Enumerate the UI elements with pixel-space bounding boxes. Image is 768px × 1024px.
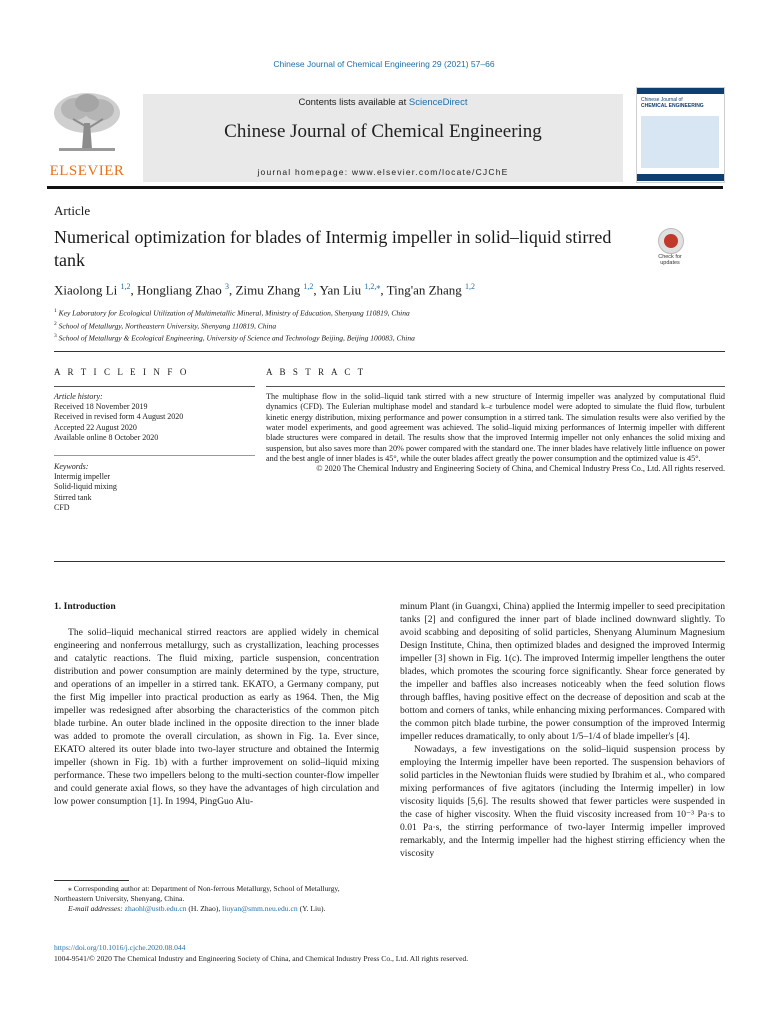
abstract-body (266, 392, 725, 475)
email-link[interactable]: liuyan@smm.neu.edu.cn (222, 904, 298, 914)
affiliation: $^3$ School of Metallurgy & Ecological Engineering, University of Science and Technology Beijing, Beijing 100083, China (54, 333, 415, 343)
article-title: Numerical optimization for blades of Intermig impeller in solid–liquid stirred tank (54, 227, 612, 270)
keyword: Intermig impeller (54, 472, 111, 482)
body-column-left (54, 600, 379, 808)
email-link[interactable]: zhaohl@ustb.edu.cn (124, 904, 187, 914)
affiliations (54, 306, 714, 344)
divider (54, 386, 255, 387)
divider (54, 455, 255, 456)
article-history: Article history: Received 18 November 2019 Received in revised form 4 August 2020 Accepted 22 August 2020 Available online 8 October 2020 (54, 392, 184, 442)
running-head[interactable]: Chinese Journal of Chemical Engineering 29 (2021) 57–66 (273, 59, 495, 69)
elsevier-wordmark: ELSEVIER (49, 163, 125, 179)
keywords: Keywords: Intermig impeller Solid-liquid mixing Stirred tank CFD (54, 462, 259, 513)
doi-link[interactable]: https://doi.org/10.1016/j.cjche.2020.08.044 (54, 943, 186, 952)
body-column-right (400, 600, 725, 860)
check-for-updates-button[interactable] (651, 228, 689, 268)
author-list: Xiaolong Li $^{1,2}$, Hongliang Zhao $^3$, Zimu Zhang $^{1,2}$, Yan Liu $^{1,2,⁎}$, Ting'an Zhang $^{1,2}$ (54, 282, 476, 298)
journal-title: Chinese Journal of Chemical Engineering (224, 121, 542, 142)
paragraph: minum Plant (in Guangxi, China) applied the Intermig impeller to seed precipitation tanks [2] and configured the inner part of blade inclined downward slightly. To avoid scabbing and depositing of solid particles, Shenyang Aluminum Magnesium Design Institute, China, then optimized blades and designed the improved Intermig impeller [3] shown in Fig. 1(c). The improved Intermig impeller lengthens the outer blades, which promotes the scouring force significantly. Shear force generated by the impeller and baffles also increases noticeably when the feed solution flows through baffles, having positive effect on the decrease of deposition and scab at the bottom and corners of tanks, while enhancing mixing performances. Compared with the common pitch blade turbine, the power consumption of the improved Intermig impeller reduces dramatically, to only about 1/5–1/4 of blade impeller's [4]. (400, 601, 725, 742)
masthead-rule (47, 186, 723, 189)
divider (54, 351, 725, 352)
paragraph: The solid–liquid mechanical stirred reactors are applied widely in chemical engineering and nonferrous metallurgy, such as crystallization, leaching processes and catalytic reactions. The fluid mixing, particle suspension, concentration distribution and power consumption are mainly determined by the type, structure, and operations of an impeller in a stirred tank. EKATO, a Germany company, put the first Mig impeller into practical production as early as 1964. Then, the Mig impeller was redesigned after absorbing the characteristics of the common pitch blade turbine. An outer blade inclined in the opposite direction to the inner blade was added to promote the overall circulation, as shown in Fig. 1a. Ever since, EKATO altered its outer blade into two-layer structure and obtained the Intermig impeller (shown in Fig. 1b) with a further improvement on solid–liquid mixing performance. These two impellers belong to the multi-section counter-flow impeller and could generate axial flows, so they have the advantages of high circulation and low power consumption [1]. In 1994, PingGuo Alu- (54, 627, 379, 807)
divider (266, 386, 725, 387)
cover-image (641, 116, 719, 168)
cover-title-line1: Chinese Journal of (641, 97, 683, 103)
footnote (54, 884, 379, 915)
corresponding-author-marker[interactable]: 1,2,⁎ (364, 282, 381, 291)
contents-line: Contents lists available at ScienceDirect (298, 97, 468, 108)
affiliation: $^1$ Key Laboratory for Ecological Utilization of Multimetallic Mineral, Ministry of Education, Shenyang 110819, China (54, 308, 410, 318)
tree-icon (51, 91, 123, 153)
article-type: Article (54, 203, 91, 218)
corresponding-note: ⁎ Corresponding author at: Department of Non-ferrous Metallurgy, School of Metallurgy, Northeastern University, Shenyang, China. (54, 884, 340, 904)
journal-homepage[interactable]: journal homepage: www.elsevier.com/locate/CJChE (257, 167, 509, 177)
journal-band (143, 94, 623, 182)
abstract-copyright: © 2020 The Chemical Industry and Engineering Society of China, and Chemical Industry Press Co., Ltd. All rights reserved. (316, 464, 725, 474)
keyword: Solid-liquid mixing (54, 482, 117, 492)
email-note: E-mail addresses: zhaohl@ustb.edu.cn (H. Zhao), liuyan@smm.neu.edu.cn (Y. Liu). (68, 904, 326, 914)
abstract-text: The multiphase flow in the solid–liquid tank stirred with a new structure of Intermig impeller was analyzed by computational fluid dynamics (CFD). The Eulerian multiphase model and standard k–ε turbulence model were adopted to simulate the fluid flow, turbulent kinetic energy distribution, mixing performance and power consumption in a stirred tank. The simulation results were also verified by the water model experiments, and good agreement was achieved. The solid–liquid mixing performances of Intermig impeller with different blade structures were compared in detail. The results show that the improved Intermig impeller not only enhances the solid mixing and suspension, but also saves more than 20% power compared with the standard one. The inner blades have relatively little influence on power and the best angle of inner blades is 45°, while the outer blades affect greatly the power consumption and the optimized value is 45°. (266, 392, 725, 464)
keyword: Stirred tank (54, 492, 92, 502)
section-title: 1. Introduction (54, 601, 116, 612)
article-info-heading: A R T I C L E I N F O (54, 367, 189, 377)
check-updates-label: Check for updates (658, 254, 682, 266)
issn-line: 1004-9541/© 2020 The Chemical Industry and Engineering Society of China, and Chemical Industry Press Co., Ltd. All rights reserved. (54, 954, 469, 963)
cover-title-line2: CHEMICAL ENGINEERING (641, 103, 704, 109)
check-updates-icon (658, 228, 684, 254)
keyword: CFD (54, 502, 70, 512)
masthead (47, 87, 723, 184)
journal-cover[interactable] (636, 87, 725, 183)
elsevier-logo[interactable] (47, 87, 127, 182)
abstract-heading: A B S T R A C T (266, 367, 366, 377)
divider (54, 561, 725, 562)
affiliation: $^2$ School of Metallurgy, Northeastern University, Shenyang 110819, China (54, 320, 277, 330)
footnote-rule (54, 880, 129, 881)
sciencedirect-link[interactable]: ScienceDirect (408, 97, 468, 108)
paragraph: Nowadays, a few investigations on the solid–liquid suspension process by employing the Intermig impeller have been reported. The suspension behaviors of solid particles in the Newtonian fluids were studied by Ibrahim et al., who compared mixing performances of five agitators (including the Intermig impeller) in low viscosity liquids [5,6]. The results showed that fewer particles were suspended in the case of higher viscosity. When the fluid viscosity increased from 10⁻³ Pa·s to 0.01 Pa·s, the stirring performance of two-layer Intermig impeller improved remarkably, and the Intermig impeller had the highest stirring efficiency when the viscosity (400, 744, 725, 859)
